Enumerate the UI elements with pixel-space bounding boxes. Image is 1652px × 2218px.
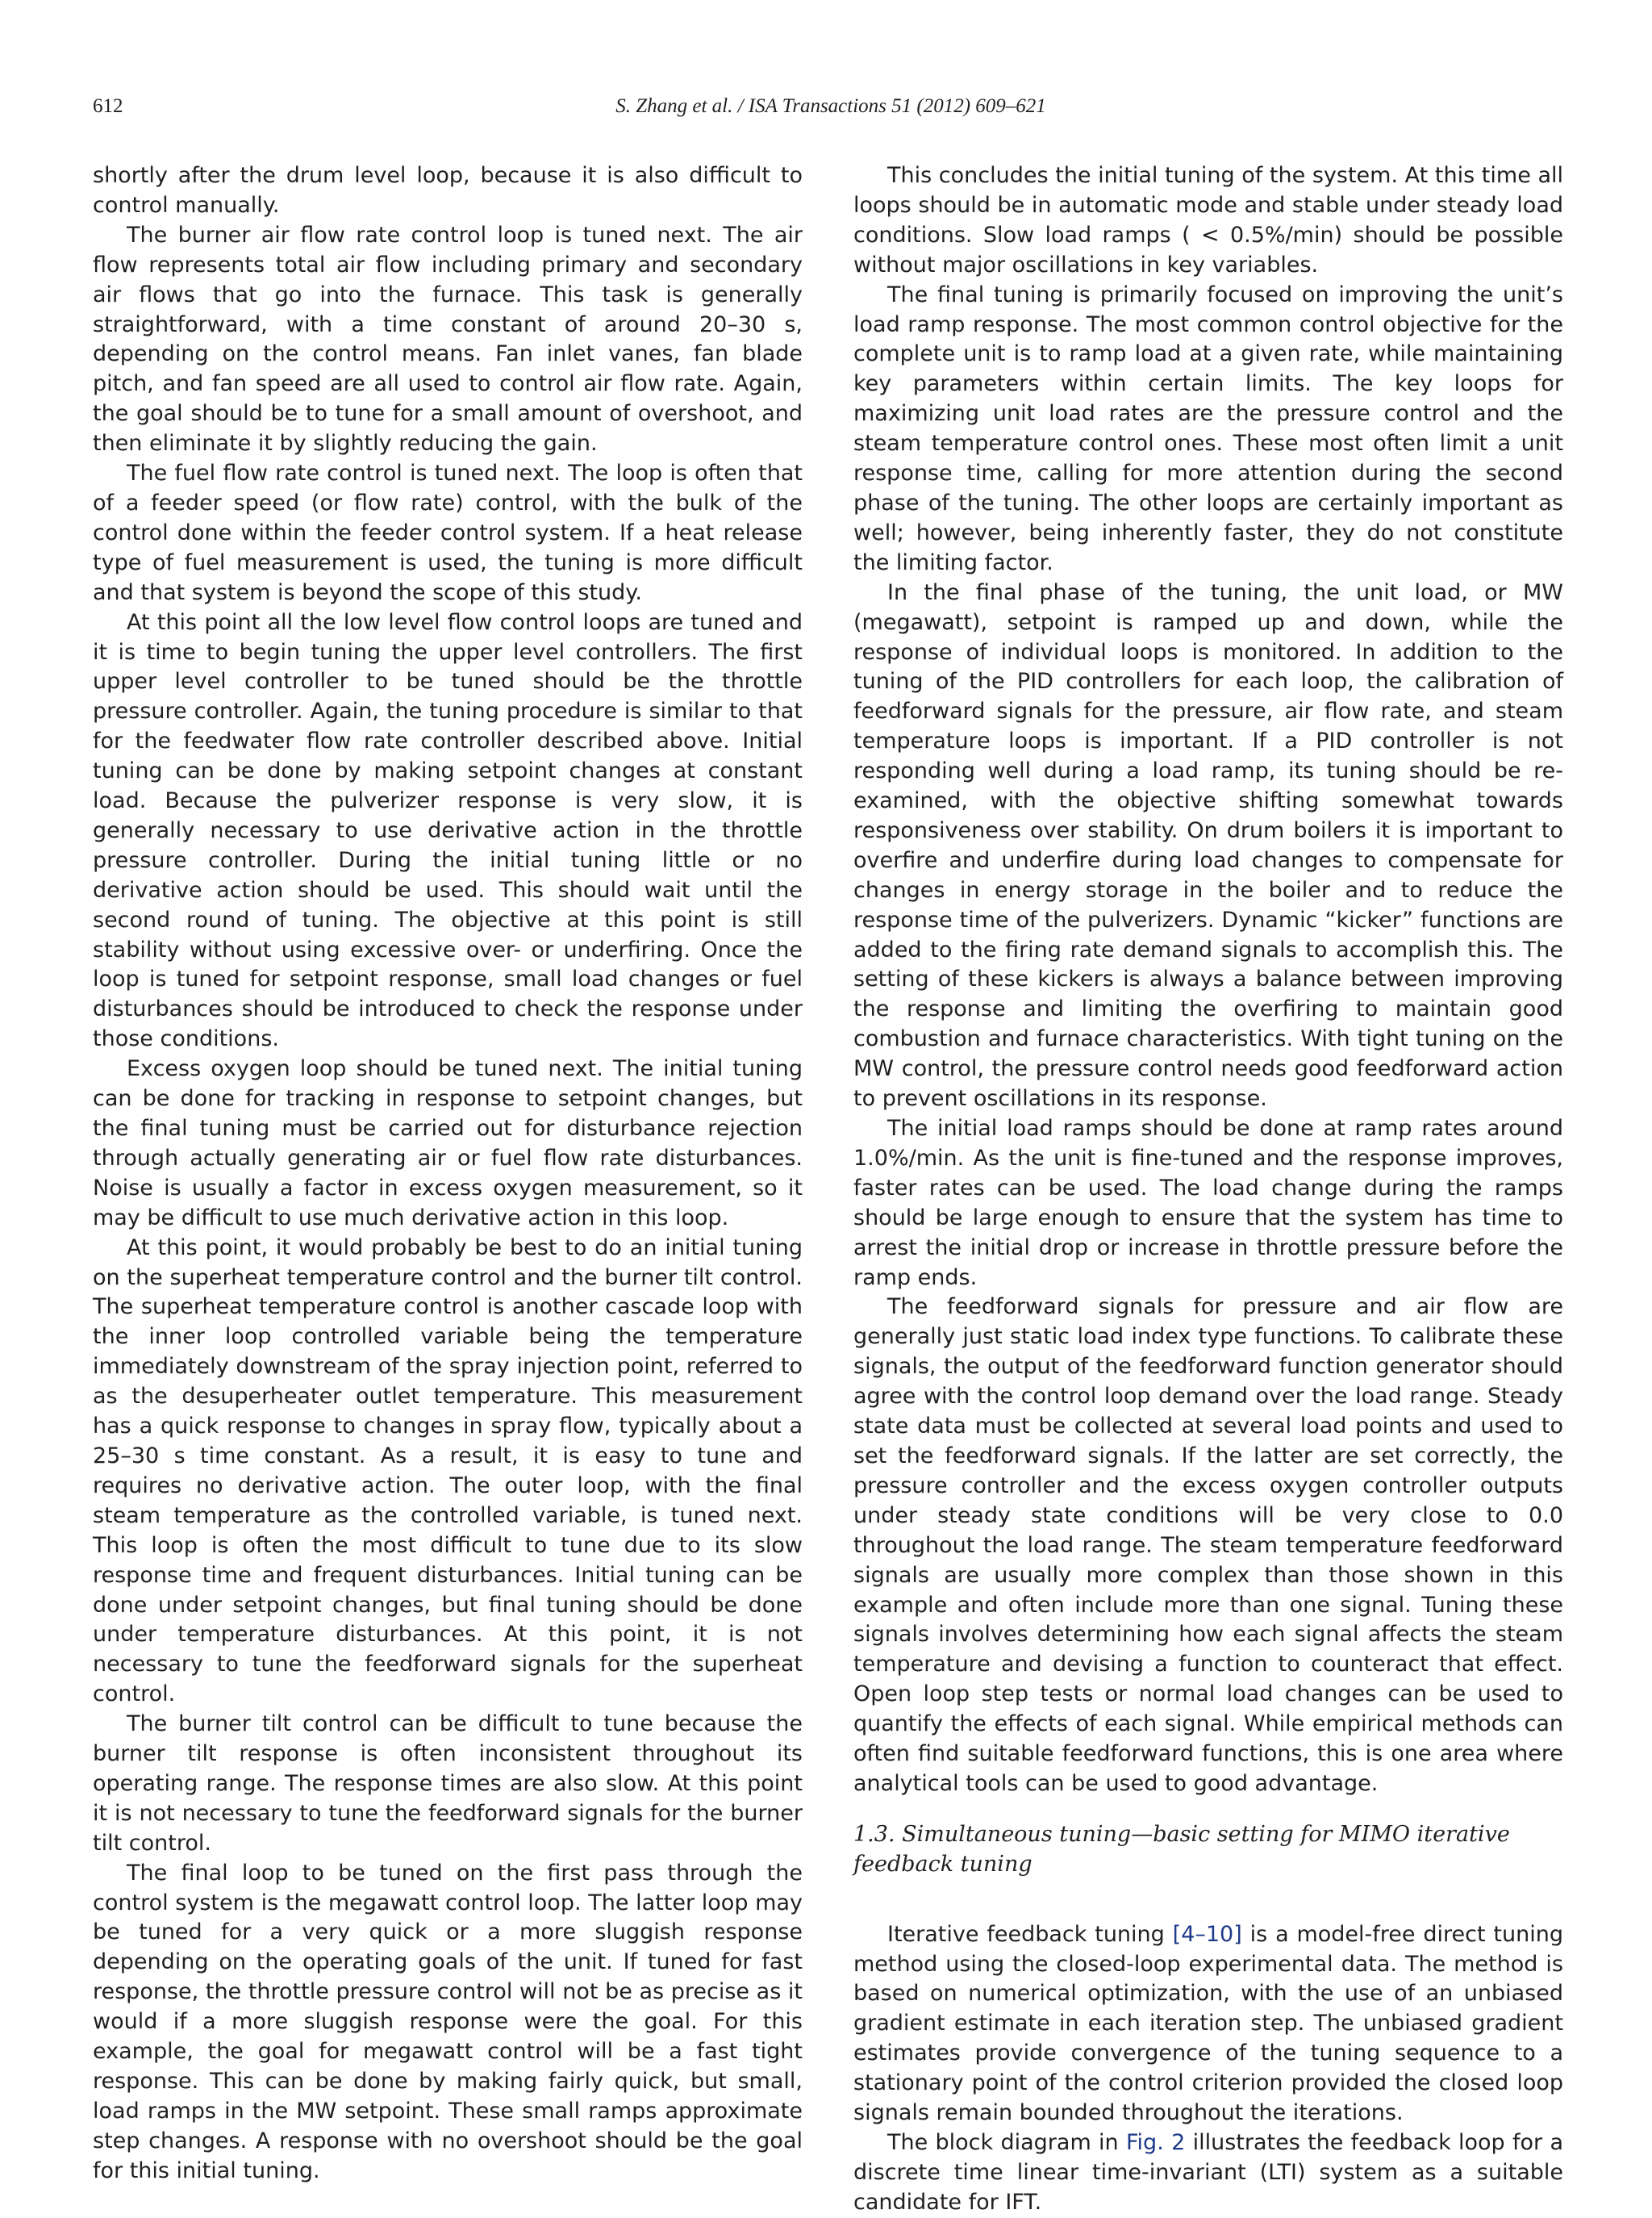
section-heading: 1.3. Simultaneous tuning—basic setting for MIMO iterative feedback tuning: [853, 1821, 1510, 1877]
paragraph: At this point, it would probably be best to do an initial tuning on the superheat temperature control and the burner tilt control. The superheat temperature control is another cascade loop with the inner loop controlled variable being the temperature immediately downstream of the spray injection point, referred to as the desuperheater outlet temperature. This measurement has a quick response to changes in spray flow, typically about a 25–30 s time constant. As a result, it is easy to tune and requires no derivative action. The outer loop, with the final steam temperature as the controlled variable, is tuned next. This loop is often the most difficult to tune due to its slow response time and frequent disturbances. Initial tuning can be done under setpoint changes, but final tuning should be done under temperature disturbances. At this point, it is not necessary to tune the feedforward signals for the superheat control.: [93, 1234, 803, 1707]
paragraph: The burner air flow rate control loop is tuned next. The air flow represents total air flow including primary and secondary air flows that go into the furnace. This task is generally straightforward, with a time constant of around 20–30 s, depending on the control means. Fan inlet vanes, fan blade pitch, and fan speed are all used to control air flow rate. Again, the goal should be to tune for a small amount of overshoot, and then eliminate it by slightly reducing the gain.: [93, 222, 803, 457]
paragraph: [853, 1920, 1563, 2128]
paragraph: The fuel flow rate control is tuned next. The loop is often that of a feeder speed (or flow rate) control, with the bulk of the control done within the feeder control system. If a heat release type of fuel measurement is used, the tuning is more difficult and that system is beyond the scope of this study.: [93, 461, 803, 605]
paragraph: The final loop to be tuned on the first pass through the control system is the megawatt control loop. The latter loop may be tuned for a very quick or a more sluggish response depending on the operating goals of the unit. If tuned for fast response, the throttle pressure control will not be as precise as it would if a more sluggish response were the goal. For this example, the goal for megawatt control will be a fast tight response. This can be done by making fairly quick, but small, load ramps in the MW setpoint. These small ramps approximate step changes. A response with no overshoot should be the goal for this initial tuning.: [93, 1860, 803, 2183]
paragraph: In the final phase of the tuning, the unit load, or MW (megawatt), setpoint is ramped up and down, while the response of individual loops is monitored. In addition to the tuning of the PID controllers for each loop, the calibration of feedforward signals for the pressure, air flow rate, and steam temperature loops is important. If a PID controller is not responding well during a load ramp, its tuning should be re-examined, with the objective shifting somewhat towards responsiveness over stability. On drum boilers it is important to overfire and underfire during load changes to compensate for changes in energy storage in the boiler and to reduce the response time of the pulverizers. Dynamic “kicker” functions are added to the firing rate demand signals to accomplish this. The setting of these kickers is always a balance between improving the response and limiting the overfiring to maintain good combustion and furnace characteristics. With tight tuning on the MW control, the pressure control needs good feedforward action to prevent oscillations in its response.: [853, 579, 1563, 1112]
paragraph: The feedforward signals for pressure and air flow are generally just static load index type functions. To calibrate these signals, the output of the feedforward function generator should agree with the control loop demand over the load range. Steady state data must be collected at several load points and used to set the feedforward signals. If the latter are set correctly, the pressure controller and the excess oxygen controller outputs under steady state conditions will be very close to 0.0 throughout the load range. The steam temperature feedforward signals are usually more complex than those shown in this example and often include more than one signal. Tuning these signals involves determining how each signal affects the steam temperature and devising a function to counteract that effect. Open loop step tests or normal load changes can be used to quantify the effects of each signal. While empirical methods can often find suitable feedforward functions, this is one area where analytical tools can be used to good advantage.: [853, 1294, 1563, 1796]
citation-link[interactable]: [4–10]: [1172, 1921, 1242, 1947]
paragraph: Excess oxygen loop should be tuned next. The initial tuning can be done for tracking in response to setpoint changes, but the final tuning must be carried out for disturbance rejection through actually generating air or fuel flow rate disturbances. Noise is usually a factor in excess oxygen measurement, so it may be difficult to use much derivative action in this loop.: [93, 1056, 803, 1230]
paragraph-text: illustrates the feedback loop for a discrete time linear time-invariant (LTI) system as a suitable candidate for IFT.: [853, 2130, 1563, 2215]
page-header: [93, 95, 1569, 127]
paragraph: shortly after the drum level loop, because it is also difficult to control manually.: [93, 163, 803, 218]
paragraph-text: is a model-free direct tuning method using the closed-loop experimental data. The method is based on numerical optimization, with the use of an unbiased gradient estimate in each iteration step. The unbiased gradient estimates provide convergence of the tuning sequence to a stationary point of the control criterion provided the closed loop signals remain bounded throughout the iterations.: [853, 1921, 1563, 2126]
page-number: 612: [93, 95, 123, 117]
paragraph: This concludes the initial tuning of the system. At this time all loops should be in automatic mode and stable under steady load conditions. Slow load ramps ( < 0.5%/min) should be possible without major oscillations in key variables.: [853, 163, 1563, 278]
right-column: [853, 161, 1563, 2218]
left-column: [93, 161, 803, 2187]
running-title: S. Zhang et al. / ISA Transactions 51 (2012) 609–621: [615, 95, 1046, 117]
paragraph: At this point all the low level flow control loops are tuned and it is time to begin tuning the upper level controllers. The first upper level controller to be tuned should be the throttle pressure controller. Again, the tuning procedure is similar to that for the feedwater flow rate controller described above. Initial tuning can be done by making setpoint changes at constant load. Because the pulverizer response is very slow, it is generally necessary to use derivative action in the throttle pressure controller. During the initial tuning little or no derivative action should be used. This should wait until the second round of tuning. The objective at this point is still stability without using excessive over- or underfiring. Once the loop is tuned for setpoint response, small load changes or fuel disturbances should be introduced to check the response under those conditions.: [93, 609, 803, 1052]
paragraph: The final tuning is primarily focused on improving the unit’s load ramp response. The most common control objective for the complete unit is to ramp load at a given rate, while maintaining key parameters within certain limits. The key loops for maximizing unit load rates are the pressure control and the steam temperature control ones. These most often limit a unit response time, calling for more attention during the second phase of the tuning. The other loops are certainly important as well; however, being inherently faster, they do not constitute the limiting factor.: [853, 282, 1563, 575]
paragraph: [853, 2128, 1563, 2218]
paragraph-text: Iterative feedback tuning: [887, 1921, 1173, 1947]
paragraph: The initial load ramps should be done at ramp rates around 1.0%/min. As the unit is fine-tuned and the response improves, faster rates can be used. The load change during the ramps should be large enough to ensure that the system has time to arrest the initial drop or increase in throttle pressure before the ramp ends.: [853, 1116, 1563, 1290]
figure-link[interactable]: Fig. 2: [1125, 2130, 1186, 2155]
paragraph: The burner tilt control can be difficult to tune because the burner tilt response is often inconsistent throughout its operating range. The response times are also slow. At this point it is not necessary to tune the feedforward signals for the burner tilt control.: [93, 1711, 803, 1856]
paragraph-text: The block diagram in: [887, 2130, 1126, 2155]
